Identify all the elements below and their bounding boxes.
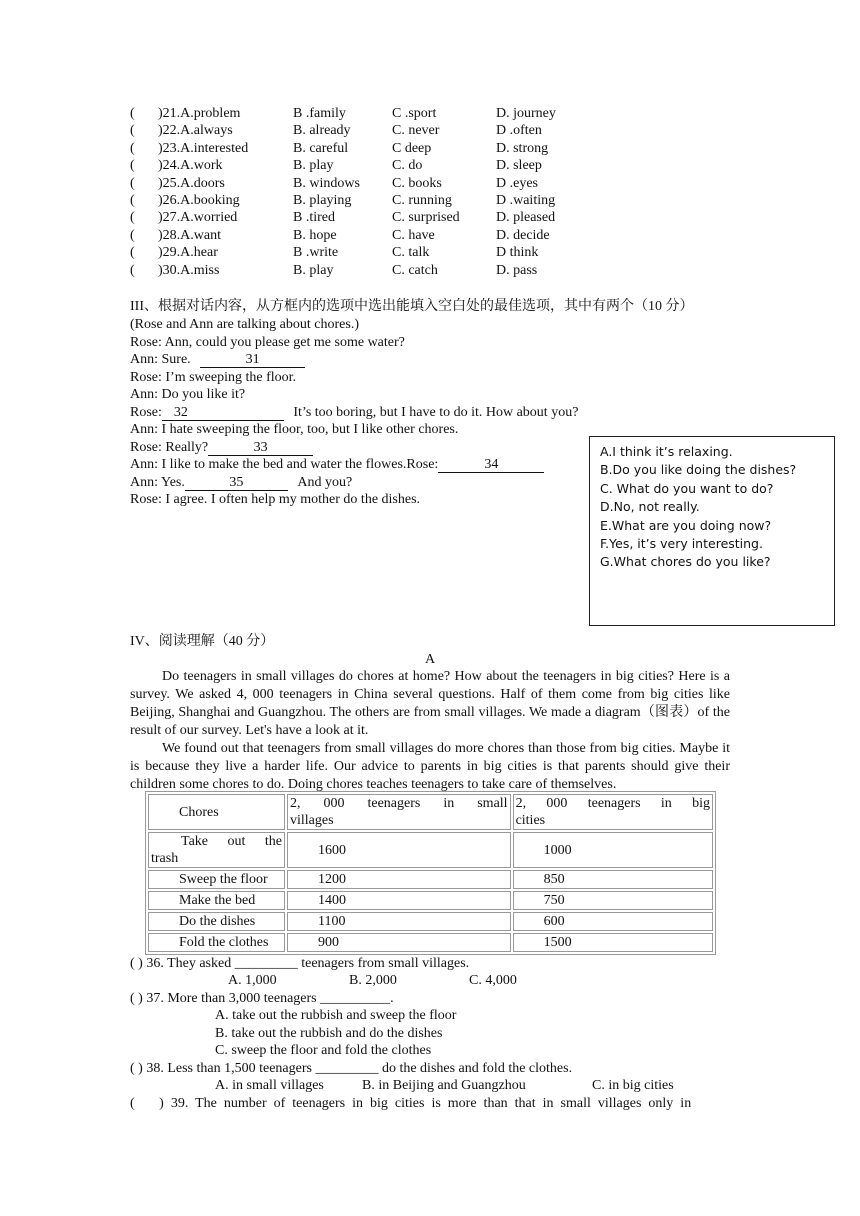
passage-label: A xyxy=(425,652,436,667)
option-d: D. decide xyxy=(496,227,550,243)
dialogue-line: Ann: Do you like it? xyxy=(130,387,246,402)
option-c: C deep xyxy=(392,140,432,156)
question-number-option-a: )26.A.booking xyxy=(158,193,240,208)
answer-paren[interactable]: ( xyxy=(130,193,135,208)
option-d: D. pleased xyxy=(496,210,556,226)
option-f: F.Yes, it’s very interesting. xyxy=(600,536,763,552)
answer-paren[interactable]: ( xyxy=(130,106,135,121)
question-number-option-a: )24.A.work xyxy=(158,158,223,174)
dialogue-line: Rose: Ann, could you please get me some water? xyxy=(130,335,405,350)
option-c: C .sport xyxy=(392,106,437,121)
option-c: C. have xyxy=(392,227,435,243)
passage-paragraph-2: We found out that teenagers from small villages do more chores than those from big cities. Maybe it is because they live a harder life. Our advice to parents in big cities is that parents should give their children some chores to do. Doing chores teaches teenagers to take care of themselves. xyxy=(130,741,730,792)
passage-paragraph-1: Do teenagers in small villages do chores at home? How about the teenagers in big cities? Here is a survey. We asked 4, 000 teenagers in China several questions. Half of them come from big cities like Beijing, Shanghai and Guangzhou. The others are from small villages. We made a diagram（图表）of the result of our survey. Let's have a look at it. xyxy=(130,669,730,738)
answer-paren[interactable]: ( xyxy=(130,175,135,191)
blank-34[interactable]: 34 xyxy=(438,457,544,473)
option-c: C. catch xyxy=(392,262,438,278)
option-b: B .family xyxy=(293,106,346,121)
option-b: B. careful xyxy=(293,140,349,156)
answer-paren[interactable]: ( xyxy=(130,227,135,243)
option-b: B.Do you like doing the dishes? xyxy=(600,462,797,478)
blank-31[interactable]: 31 xyxy=(200,352,305,368)
dialogue-line: Rose: 32 It’s too boring, but I have to do it. How about you? xyxy=(130,405,579,420)
option-c: C. books xyxy=(392,175,442,191)
option-d: D. strong xyxy=(496,140,549,156)
header-small-villages: 2, 000 teenagers in small villages xyxy=(287,794,511,830)
chore-cell: Make the bed xyxy=(148,891,285,910)
option-b: B. playing xyxy=(293,193,352,208)
q36-option-b: B. 2,000 xyxy=(349,973,397,988)
q36-option-a: A. 1,000 xyxy=(228,973,277,988)
big-cities-count: 1500 xyxy=(513,933,713,952)
question-number-option-a: )25.A.doors xyxy=(158,175,225,191)
q36-option-c: C. 4,000 xyxy=(469,973,517,988)
small-villages-count: 1400 xyxy=(287,891,511,910)
dialogue-line: Ann: Sure. 31 xyxy=(130,351,305,368)
header-chores: Chores xyxy=(148,794,285,830)
blank-33[interactable]: 33 xyxy=(208,440,313,456)
blank-32[interactable]: 32 xyxy=(162,405,284,421)
header-big-cities: 2, 000 teenagers in big cities xyxy=(513,794,713,830)
table-row xyxy=(148,832,713,868)
option-b: B. windows xyxy=(293,175,360,191)
q37-option-b: B. take out the rubbish and do the dishes xyxy=(215,1026,443,1041)
option-d: D .often xyxy=(496,123,542,139)
option-c: C. surprised xyxy=(392,210,460,226)
option-c: C. do xyxy=(392,158,423,174)
answer-paren[interactable]: ( xyxy=(130,262,135,278)
section-4-heading: IV、阅读理解（40 分） xyxy=(130,634,275,649)
answer-paren[interactable]: ( xyxy=(130,140,135,156)
option-b: B .write xyxy=(293,245,339,261)
option-d: D think xyxy=(496,245,539,261)
dialogue-line: Ann: Yes. 35 And you? xyxy=(130,475,353,490)
question-39: ( ) 39. The number of teenagers in big cities is more than that in small villages only in xyxy=(130,1096,692,1111)
question-number-option-a: )28.A.want xyxy=(158,227,221,243)
answer-paren[interactable]: ( xyxy=(130,245,135,261)
option-d: D .waiting xyxy=(496,193,556,208)
question-number-option-a: )22.A.always xyxy=(158,123,233,139)
chore-cell: Do the dishes xyxy=(148,912,285,931)
chore-cell: Take out the trash xyxy=(148,832,285,868)
q38-option-a: A. in small villages xyxy=(215,1078,324,1093)
question-37: ( ) 37. More than 3,000 teenagers __________. xyxy=(130,991,394,1006)
small-villages-count: 900 xyxy=(287,933,511,952)
dialogue-intro: (Rose and Ann are talking about chores.) xyxy=(130,317,359,332)
answer-paren[interactable]: ( xyxy=(130,210,135,226)
chore-cell: Fold the clothes xyxy=(148,933,285,952)
question-number-option-a: )29.A.hear xyxy=(158,245,218,261)
big-cities-count: 850 xyxy=(513,870,713,889)
q37-option-c: C. sweep the floor and fold the clothes xyxy=(215,1043,432,1058)
table-row xyxy=(148,870,713,889)
small-villages-count: 1100 xyxy=(287,912,511,931)
table-row xyxy=(148,891,713,910)
option-d: D.No, not really. xyxy=(600,499,700,515)
answer-paren[interactable]: ( xyxy=(130,123,135,139)
option-c: C. never xyxy=(392,123,440,139)
options-box xyxy=(589,436,835,626)
option-g: G.What chores do you like? xyxy=(600,554,771,570)
small-villages-count: 1200 xyxy=(287,870,511,889)
small-villages-count: 1600 xyxy=(287,832,511,868)
option-c: C. What do you want to do? xyxy=(600,480,774,496)
dialogue-line: Ann: I like to make the bed and water the flowes.Rose: 34 xyxy=(130,456,544,473)
option-c: C. running xyxy=(392,193,452,208)
answer-paren[interactable]: ( xyxy=(130,158,135,174)
option-d: D .eyes xyxy=(496,175,538,191)
big-cities-count: 750 xyxy=(513,891,713,910)
question-38: ( ) 38. Less than 1,500 teenagers _________ do the dishes and fold the clothes. xyxy=(130,1061,573,1076)
question-36: ( ) 36. They asked _________ teenagers from small villages. xyxy=(130,956,470,971)
option-b: B. already xyxy=(293,123,351,139)
chore-cell: Sweep the floor xyxy=(148,870,285,889)
section-3-heading: III、根据对话内容，从方框内的选项中选出能填入空白处的最佳选项，其中有两个（10 分） xyxy=(130,299,694,314)
dialogue-line: Ann: I hate sweeping the floor, too, but I like other chores. xyxy=(130,422,459,437)
dialogue-line: Rose: I agree. I often help my mother do the dishes. xyxy=(130,492,421,507)
big-cities-count: 600 xyxy=(513,912,713,931)
option-d: D. pass xyxy=(496,262,538,278)
option-c: C. talk xyxy=(392,245,430,261)
option-b: B. play xyxy=(293,262,334,278)
blank-35[interactable]: 35 xyxy=(185,475,288,491)
question-number-option-a: )30.A.miss xyxy=(158,262,220,278)
q37-option-a: A. take out the rubbish and sweep the floor xyxy=(215,1008,457,1023)
big-cities-count: 1000 xyxy=(513,832,713,868)
survey-table xyxy=(145,791,716,955)
question-number-option-a: )23.A.interested xyxy=(158,140,249,156)
q38-option-c: C. in big cities xyxy=(592,1078,674,1093)
option-a: A.I think it’s relaxing. xyxy=(600,444,733,459)
option-b: B .tired xyxy=(293,210,335,226)
q38-option-b: B. in Beijing and Guangzhou xyxy=(362,1078,526,1093)
table-row xyxy=(148,933,713,952)
question-number-option-a: )21.A.problem xyxy=(158,106,241,121)
option-d: D. sleep xyxy=(496,158,542,174)
table-row xyxy=(148,912,713,931)
dialogue-line: Rose: I’m sweeping the floor. xyxy=(130,370,297,385)
option-b: B. hope xyxy=(293,227,337,243)
option-e: E.What are you doing now? xyxy=(600,517,772,533)
option-d: D. journey xyxy=(496,106,556,121)
question-number-option-a: )27.A.worried xyxy=(158,210,238,226)
option-b: B. play xyxy=(293,158,334,174)
dialogue-line: Rose: Really? 33 xyxy=(130,439,313,456)
